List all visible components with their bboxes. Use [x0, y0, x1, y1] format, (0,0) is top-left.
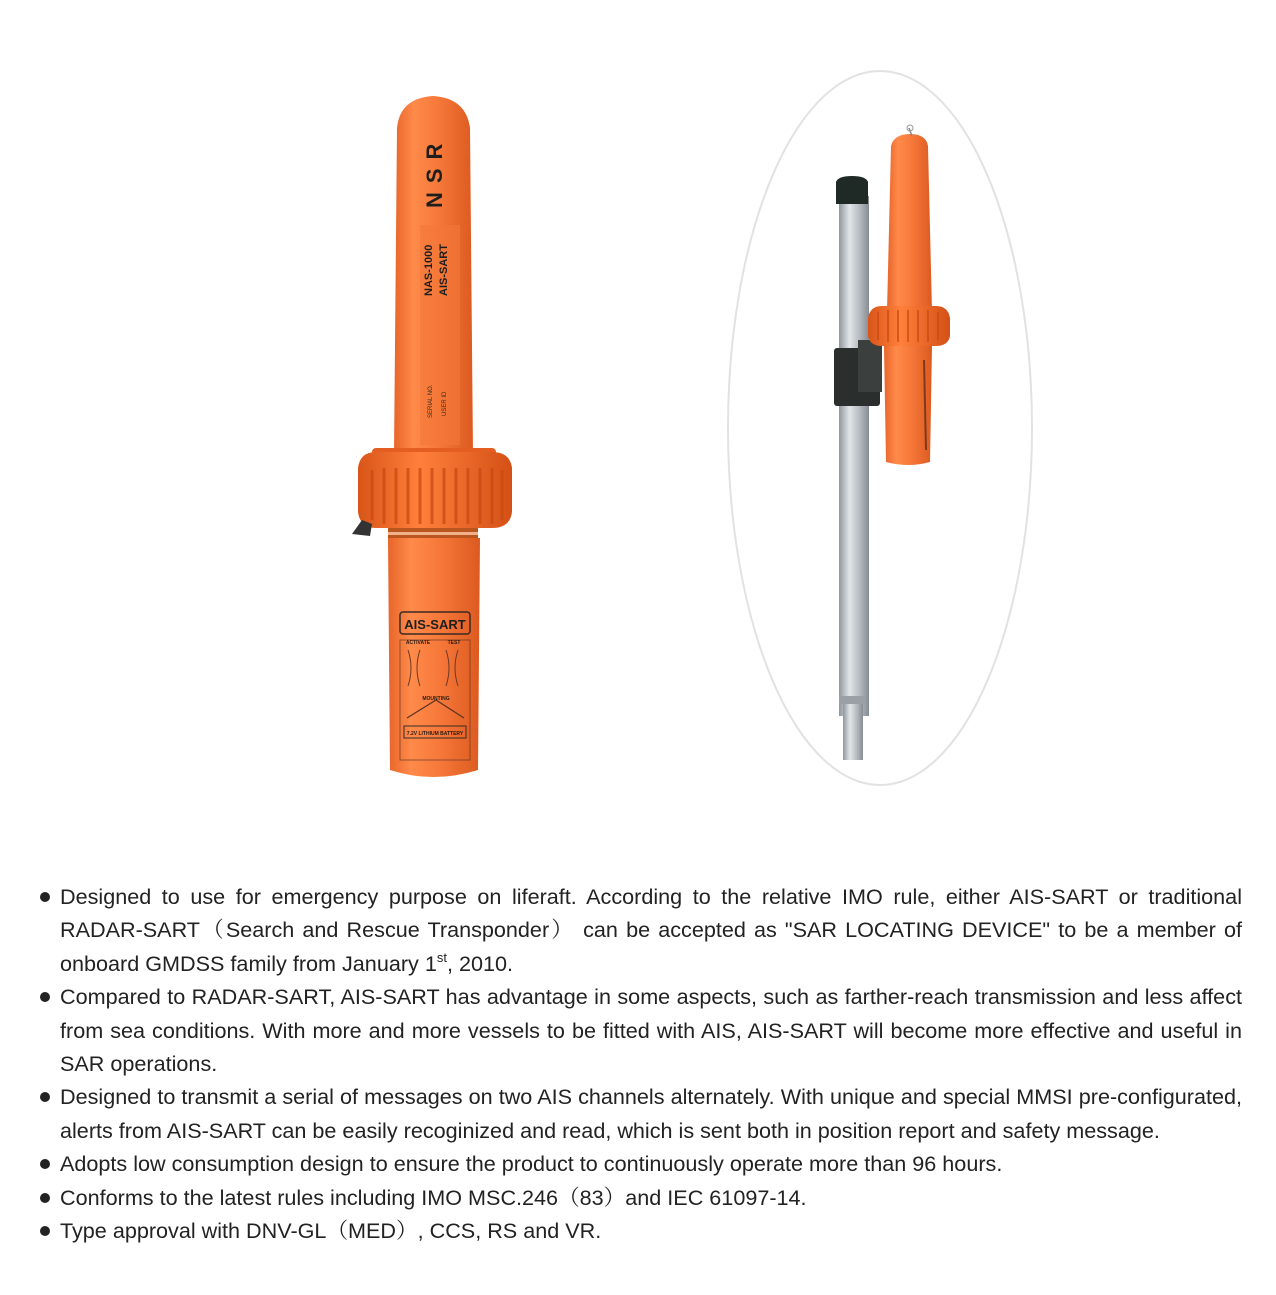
feature-item	[38, 1214, 1242, 1247]
device-serial-text: SERIAL NO.	[428, 384, 434, 418]
bullet-icon	[40, 892, 50, 902]
bullet-icon	[40, 1193, 50, 1203]
lower-label-title: AIS-SART	[404, 617, 466, 632]
device-type-text: AIS-SART	[438, 244, 450, 296]
bullet-icon	[40, 1159, 50, 1169]
lower-label-activate: ACTIVATE	[405, 640, 431, 646]
feature-text: Type approval with DNV-GL（MED）, CCS, RS and VR.	[60, 1218, 602, 1244]
lower-label-battery: 7.2V LITHIUM BATTERY	[406, 731, 464, 737]
feature-text-tail: , 2010.	[446, 950, 514, 976]
feature-text: Designed to transmit a serial of messages on two AIS channels alternately. With unique and special MMSI pre-configurated, alerts from AIS-SART can be easily recoginized and read, which is sent both in position report and safety message.	[60, 1084, 1242, 1143]
bullet-icon	[40, 992, 50, 1002]
bullet-icon	[40, 1226, 50, 1236]
device-model-text: NAS-1000	[423, 244, 435, 296]
feature-item	[38, 980, 1242, 1080]
device-brand-text: NSR	[422, 134, 447, 208]
feature-item	[38, 1080, 1242, 1147]
feature-text: Compared to RADAR-SART, AIS-SART has advantage in some aspects, such as farther-reach transmission and less affect from sea conditions. With more and more vessels to be fitted with AIS, AIS-SART will become more effective and useful in SAR operations.	[60, 984, 1242, 1077]
feature-item	[38, 880, 1242, 980]
feature-item	[38, 1147, 1242, 1180]
feature-superscript: st	[436, 949, 447, 965]
bullet-icon	[40, 1092, 50, 1102]
device-userid-text: USER ID	[442, 391, 448, 416]
mounted-device-image	[728, 71, 1032, 785]
feature-text: Conforms to the latest rules including IMO MSC.246（83）and IEC 61097-14.	[60, 1184, 807, 1210]
lower-label-mounting: MOUNTING	[422, 696, 450, 702]
feature-item	[38, 1181, 1242, 1214]
feature-text: Designed to use for emergency purpose on liferaft. According to the relative IMO rule, either AIS-SART or traditional RADAR-SART（Search and Rescue Transponder） can be accepted as "SAR LOCATING DEVICE" to be a member of onboard GMDSS family from January 1	[60, 884, 1242, 976]
feature-list	[38, 880, 1242, 1247]
feature-text: Adopts low consumption design to ensure the product to continuously operate more than 96 hours.	[60, 1151, 1003, 1177]
lower-label-test: TEST	[447, 640, 461, 646]
